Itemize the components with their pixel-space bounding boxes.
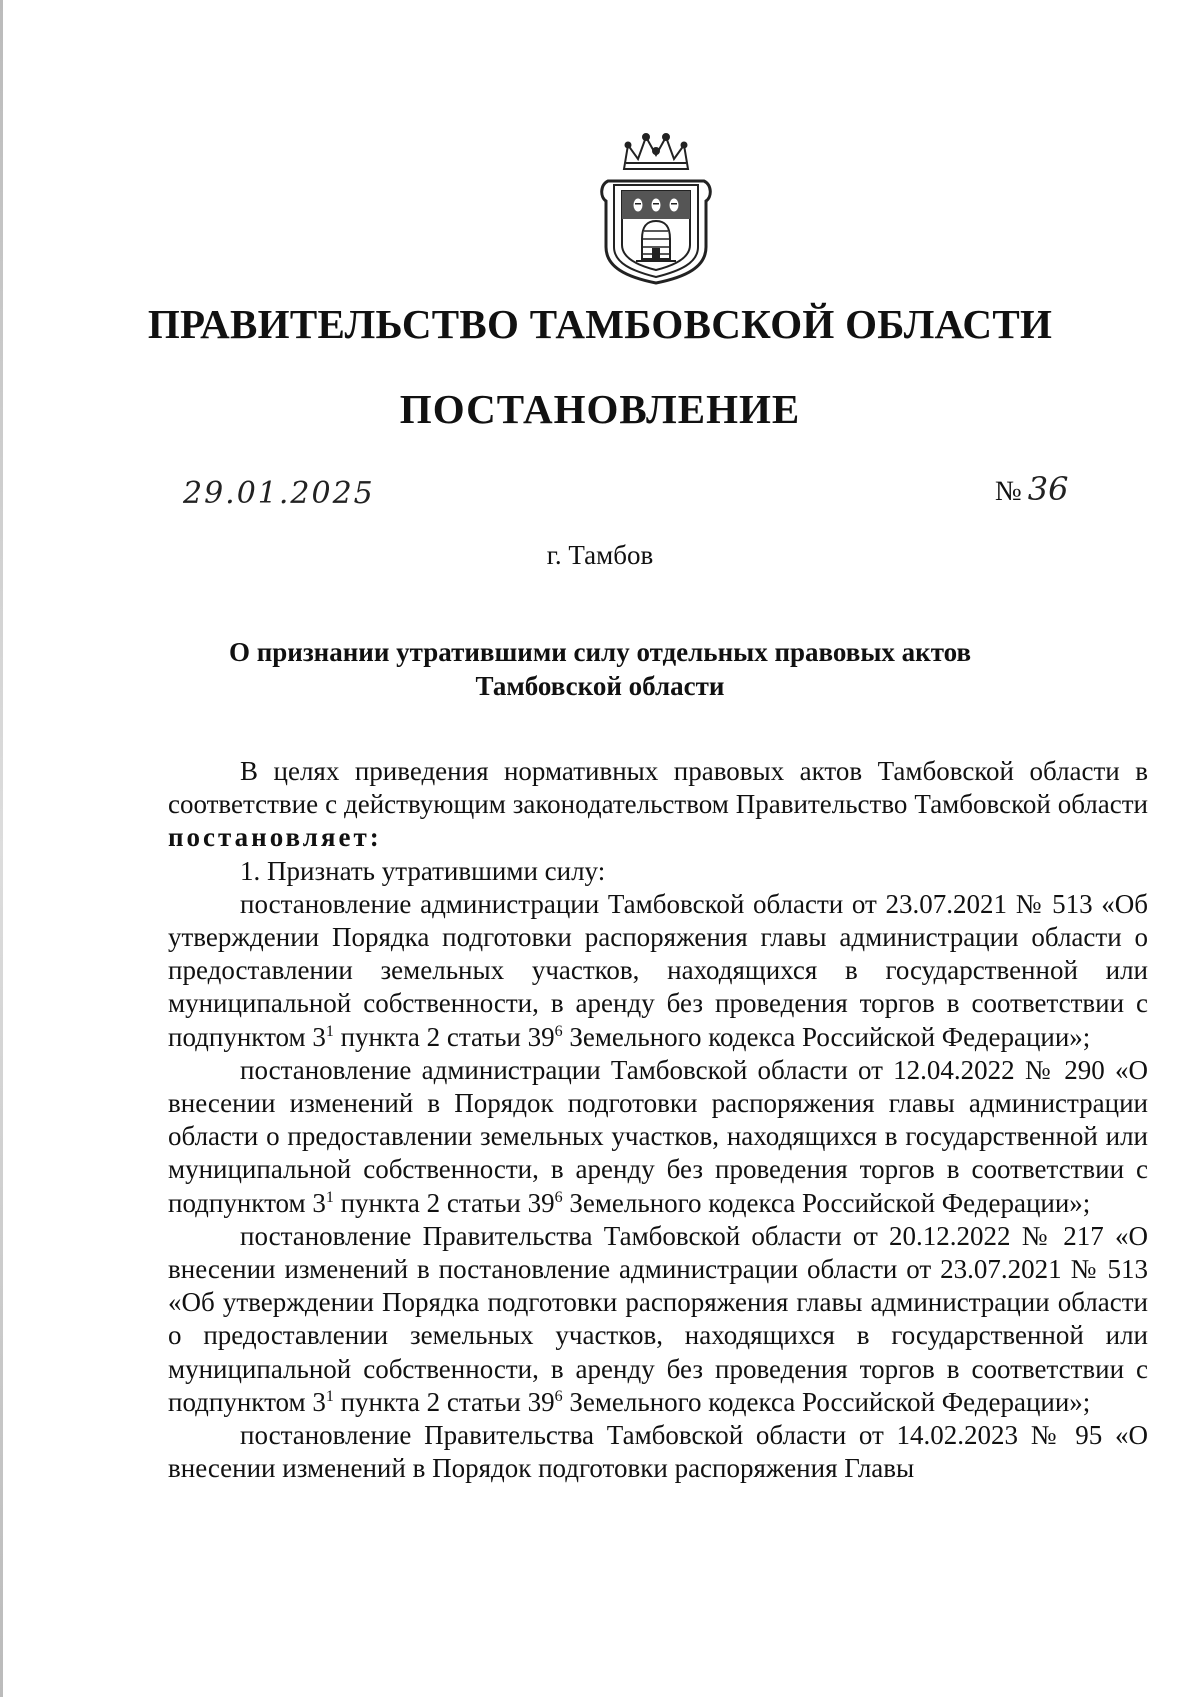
number-value: 36 xyxy=(1027,470,1069,508)
intro-text: В целях приведения нормативных правовых актов Тамбовской области в соответствие с действующим законодательством Правительство Тамбовской области xyxy=(168,756,1148,820)
scan-edge xyxy=(0,0,3,1697)
act-mid: пункта 2 статьи 39 xyxy=(333,1386,555,1417)
document-subject xyxy=(200,635,1000,703)
act-sup: 1 xyxy=(325,1188,334,1206)
act-paragraph xyxy=(168,888,1148,1054)
act-sup: 1 xyxy=(325,1387,334,1405)
act-text: постановление администрации Тамбовской области от 23.07.2021 № 513 «Об утверждении Порядка подготовки распоряжения главы администрации области о предоставлении земельных участков, находящихся в государственной или муниципальной собственности, в аренду без проведения торгов в соответствии с подпунктом 3 xyxy=(168,888,1148,1052)
subject-line-2: Тамбовской области xyxy=(475,671,725,701)
act-tail: Земельного кодекса Российской Федерации»; xyxy=(562,1386,1091,1417)
document-date: 29.01.2025 xyxy=(183,476,375,511)
act-paragraph xyxy=(168,1419,1148,1485)
number-prefix: № xyxy=(995,476,1022,507)
act-tail: Земельного кодекса Российской Федерации»; xyxy=(562,1021,1091,1052)
document-type: ПОСТАНОВЛЕНИЕ xyxy=(399,386,801,432)
act-paragraph xyxy=(168,1054,1148,1220)
intro-keyword: постановляет xyxy=(168,822,370,853)
act-text: постановление Правительства Тамбовской области от 20.12.2022 № 217 «О внесении изменений в постановление администрации области от 23.07.2021 № 513 «Об утверждении Порядка подготовки распоряжения главы администрации области о предоставлении земельных участков, находящихся в государственной или муниципальной собственности, в аренду без проведения торгов в соответствии с подпунктом 3 xyxy=(168,1220,1148,1417)
act-sup: 1 xyxy=(325,1022,334,1040)
act-tail: Земельного кодекса Российской Федерации»; xyxy=(562,1187,1091,1218)
act-sup: 6 xyxy=(554,1022,563,1040)
item-1: 1. Признать утратившими силу: xyxy=(240,855,606,886)
act-sup: 6 xyxy=(554,1188,563,1206)
intro-paragraph xyxy=(168,755,1148,855)
organization-title: ПРАВИТЕЛЬСТВО ТАМБОВСКОЙ ОБЛАСТИ xyxy=(147,301,1053,347)
act-paragraph xyxy=(168,1220,1148,1419)
intro-colon: : xyxy=(369,822,382,853)
subject-line-1: О признании утратившими силу отдельных правовых актов xyxy=(228,637,972,667)
coat-of-arms-icon xyxy=(596,127,716,287)
document-city: г. Тамбов xyxy=(546,540,654,570)
act-sup: 6 xyxy=(554,1387,563,1405)
act-text: постановление администрации Тамбовской области от 12.04.2022 № 290 «О внесении изменений в Порядок подготовки распоряжения главы администрации области о предоставлении земельных участков, находящихся в государственной или муниципальной собственности, в аренду без проведения торгов в соответствии с подпунктом 3 xyxy=(168,1054,1148,1218)
act-mid: пункта 2 статьи 39 xyxy=(333,1021,555,1052)
document-body xyxy=(168,755,1148,1485)
act-mid: пункта 2 статьи 39 xyxy=(333,1187,555,1218)
act-text: постановление Правительства Тамбовской области от 14.02.2023 № 95 «О внесении изменений в Порядок подготовки распоряжения Главы xyxy=(168,1420,1148,1484)
document-number xyxy=(995,470,1068,508)
